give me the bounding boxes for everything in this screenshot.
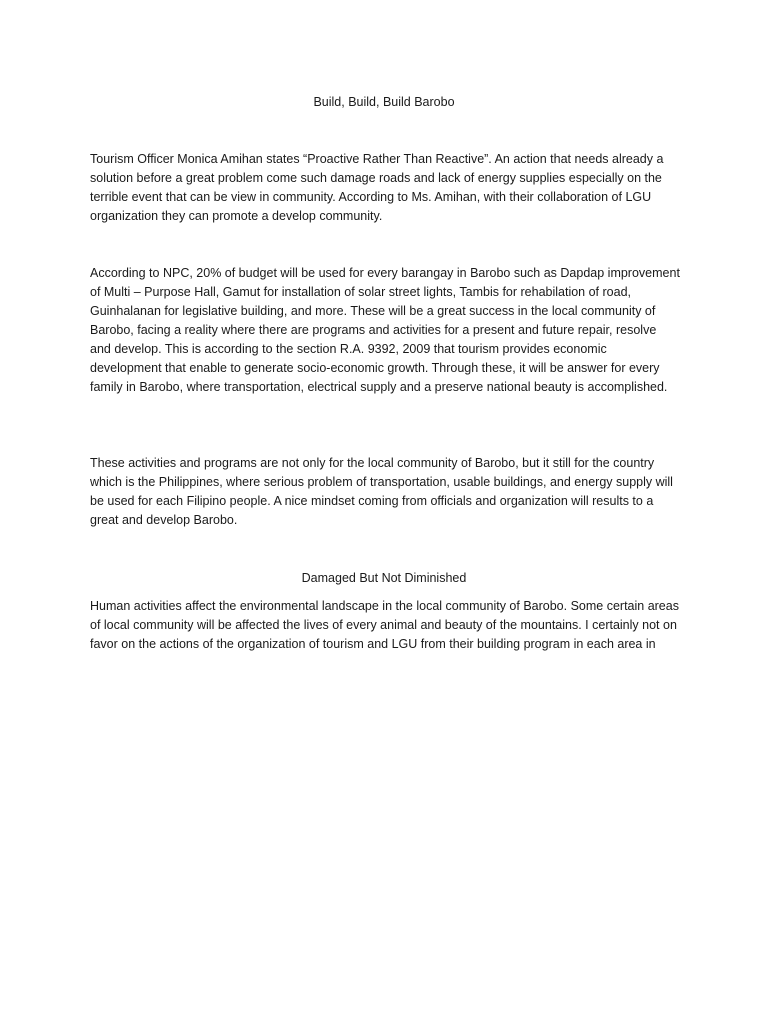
paragraph-proactive: Tourism Officer Monica Amihan states “Proactive Rather Than Reactive”. An action that needs already a solution before a great problem come such damage roads and lack of energy supplies especially on the terrible event that can be view in community. According to Ms. Amihan, with their collaboration of LGU organization they can promote a develop community.: [90, 152, 664, 223]
paragraph-environment: Human activities affect the environmental landscape in the local community of Barobo. Some certain areas of local community will be affected the lives of every animal and beauty of the mountains. I certainly not on favor on the actions of the organization of tourism and LGU from their building program in each area in: [90, 599, 679, 651]
section-title: Damaged But Not Diminished: [301, 571, 467, 585]
paragraph-philippines: These activities and programs are not only for the local community of Barobo, but it still for the country which is the Philippines, where serious problem of transportation, usable buildings, and energy supply will be used for each Filipino people. A nice mindset coming from officials and organization will results to a great and develop Barobo.: [90, 456, 673, 527]
document-title: Build, Build, Build Barobo: [313, 95, 455, 109]
paragraph-npc-budget: According to NPC, 20% of budget will be used for every barangay in Barobo such as Dapdap improvement of Multi – Purpose Hall, Gamut for installation of solar street lights, Tambis for rehabilation of road, Guinhalanan for legislative building, and more. These will be a great success in the local community of Barobo, facing a reality where there are programs and activities for a present and future repair, resolve and develop. This is according to the section R.A. 9392, 2009 that tourism provides economic development that enable to generate socio-economic growth. Through these, it will be answer for every family in Barobo, where transportation, electrical supply and a preserve national beauty is accomplished.: [90, 266, 680, 394]
